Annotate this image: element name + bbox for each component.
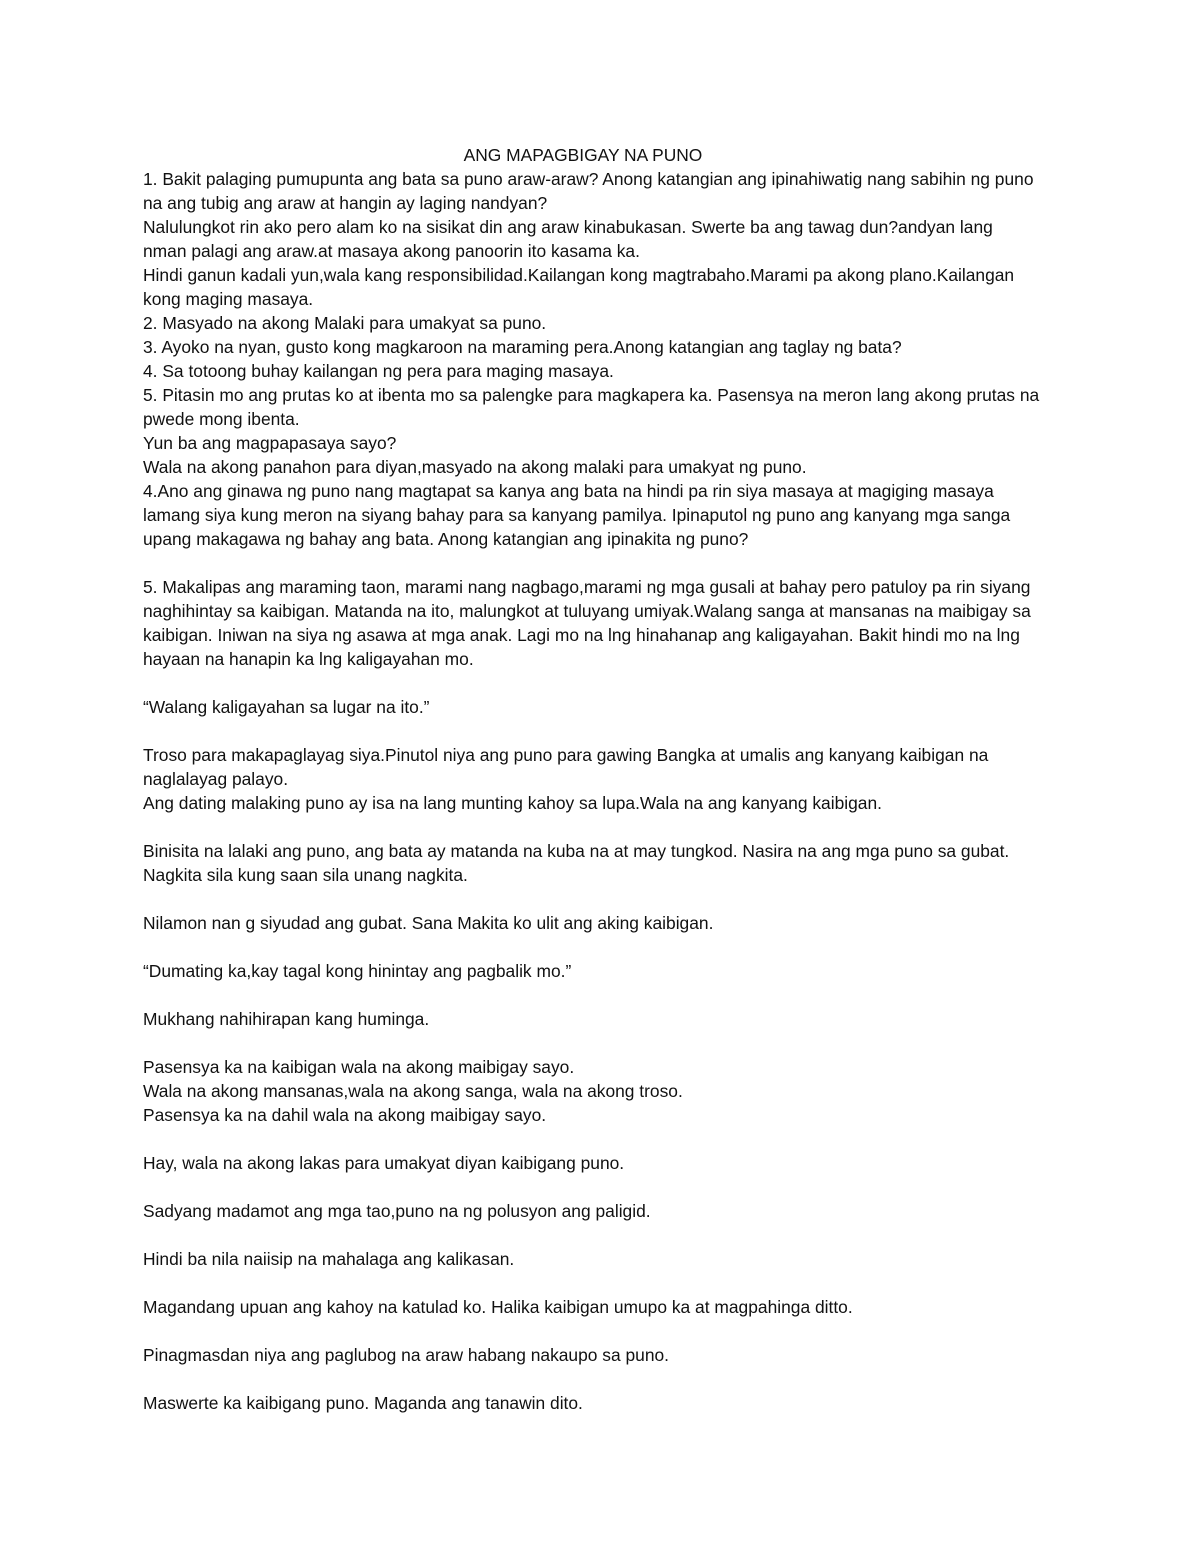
text-line: Binisita na lalaki ang puno, ang bata ay matanda na kuba na at may tungkod. Nasira na ang mga puno sa gubat. — [143, 841, 1010, 861]
text-line: 5. Makalipas ang maraming taon, marami nang nagbago,marami ng mga gusali at bahay pero patuloy pa rin siyang — [143, 577, 1031, 597]
text-line: kaibigan. Iniwan na siya ng asawa at mga anak. Lagi mo na lng hinahanap ang kaligayahan. Bakit hindi mo na lng — [143, 625, 1020, 645]
blank-line — [143, 1271, 1063, 1295]
text-line: 4.Ano ang ginawa ng puno nang magtapat sa kanya ang bata na hindi pa rin siya masaya at magiging masaya — [143, 481, 994, 501]
text-line: Hindi ba nila naiisip na mahalaga ang kalikasan. — [143, 1249, 515, 1269]
blank-line — [143, 1367, 1063, 1391]
blank-line — [143, 887, 1063, 911]
text-line: Sadyang madamot ang mga tao,puno na ng polusyon ang paligid. — [143, 1201, 651, 1221]
text-line: naglalayag palayo. — [143, 769, 289, 789]
text-line: 5. Pitasin mo ang prutas ko at ibenta mo sa palengke para magkapera ka. Pasensya na meron lang akong prutas na — [143, 385, 1040, 405]
text-line: pwede mong ibenta. — [143, 409, 300, 429]
blank-line — [143, 1319, 1063, 1343]
blank-line — [143, 1223, 1063, 1247]
blank-line — [143, 671, 1063, 695]
blank-line — [143, 719, 1063, 743]
blank-line — [143, 935, 1063, 959]
text-line: nman palagi ang araw.at masaya akong panoorin ito kasama ka. — [143, 241, 640, 261]
text-line: “Walang kaligayahan sa lugar na ito.” — [143, 697, 430, 717]
document-page — [143, 143, 1063, 1415]
text-line: Pinagmasdan niya ang paglubog na araw habang nakaupo sa puno. — [143, 1345, 669, 1365]
text-line: naghihintay sa kaibigan. Matanda na ito, malungkot at tuluyang umiyak.Walang sanga at mansanas na maibigay sa — [143, 601, 1031, 621]
text-line: Ang dating malaking puno ay isa na lang munting kahoy sa lupa.Wala na ang kanyang kaibigan. — [143, 793, 882, 813]
text-line: Maswerte ka kaibigang puno. Maganda ang tanawin dito. — [143, 1393, 583, 1413]
text-line: Troso para makapaglayag siya.Pinutol niya ang puno para gawing Bangka at umalis ang kanyang kaibigan na — [143, 745, 989, 765]
text-line: Magandang upuan ang kahoy na katulad ko. Halika kaibigan umupo ka at magpahinga ditto. — [143, 1297, 853, 1317]
blank-line — [143, 815, 1063, 839]
text-line: hayaan na hanapin ka lng kaligayahan mo. — [143, 649, 474, 669]
blank-line — [143, 983, 1063, 1007]
document-title: ANG MAPAGBIGAY NA PUNO — [463, 145, 703, 165]
text-line: na ang tubig ang araw at hangin ay laging nandyan? — [143, 193, 548, 213]
blank-line — [143, 1031, 1063, 1055]
text-line: Wala na akong panahon para diyan,masyado na akong malaki para umakyat ng puno. — [143, 457, 807, 477]
blank-line — [143, 1127, 1063, 1151]
text-line: 3. Ayoko na nyan, gusto kong magkaroon na maraming pera.Anong katangian ang taglay ng bata? — [143, 337, 902, 357]
text-line: Nalulungkot rin ako pero alam ko na sisikat din ang araw kinabukasan. Swerte ba ang tawag dun?andyan lang — [143, 217, 993, 237]
blank-line — [143, 1175, 1063, 1199]
text-line: Pasensya ka na kaibigan wala na akong maibigay sayo. — [143, 1057, 575, 1077]
blank-line — [143, 551, 1063, 575]
text-line: Mukhang nahihirapan kang huminga. — [143, 1009, 430, 1029]
document-body — [143, 167, 1063, 1415]
text-line: Pasensya ka na dahil wala na akong maibigay sayo. — [143, 1105, 547, 1125]
text-line: 2. Masyado na akong Malaki para umakyat sa puno. — [143, 313, 547, 333]
text-line: 1. Bakit palaging pumupunta ang bata sa puno araw-araw? Anong katangian ang ipinahiwatig nang sabihin ng puno — [143, 169, 1034, 189]
text-line: kong maging masaya. — [143, 289, 314, 309]
text-line: Yun ba ang magpapasaya sayo? — [143, 433, 397, 453]
text-line: Hay, wala na akong lakas para umakyat diyan kaibigang puno. — [143, 1153, 625, 1173]
text-line: Wala na akong mansanas,wala na akong sanga, wala na akong troso. — [143, 1081, 683, 1101]
text-line: lamang siya kung meron na siyang bahay para sa kanyang pamilya. Ipinaputol ng puno ang kanyang mga sanga — [143, 505, 1011, 525]
text-line: upang makagawa ng bahay ang bata. Anong katangian ang ipinakita ng puno? — [143, 529, 749, 549]
text-line: Nagkita sila kung saan sila unang nagkita. — [143, 865, 468, 885]
text-line: “Dumating ka,kay tagal kong hinintay ang pagbalik mo.” — [143, 961, 572, 981]
text-line: Nilamon nan g siyudad ang gubat. Sana Makita ko ulit ang aking kaibigan. — [143, 913, 714, 933]
text-line: 4. Sa totoong buhay kailangan ng pera para maging masaya. — [143, 361, 614, 381]
text-line: Hindi ganun kadali yun,wala kang responsibilidad.Kailangan kong magtrabaho.Marami pa akong plano.Kailangan — [143, 265, 1015, 285]
